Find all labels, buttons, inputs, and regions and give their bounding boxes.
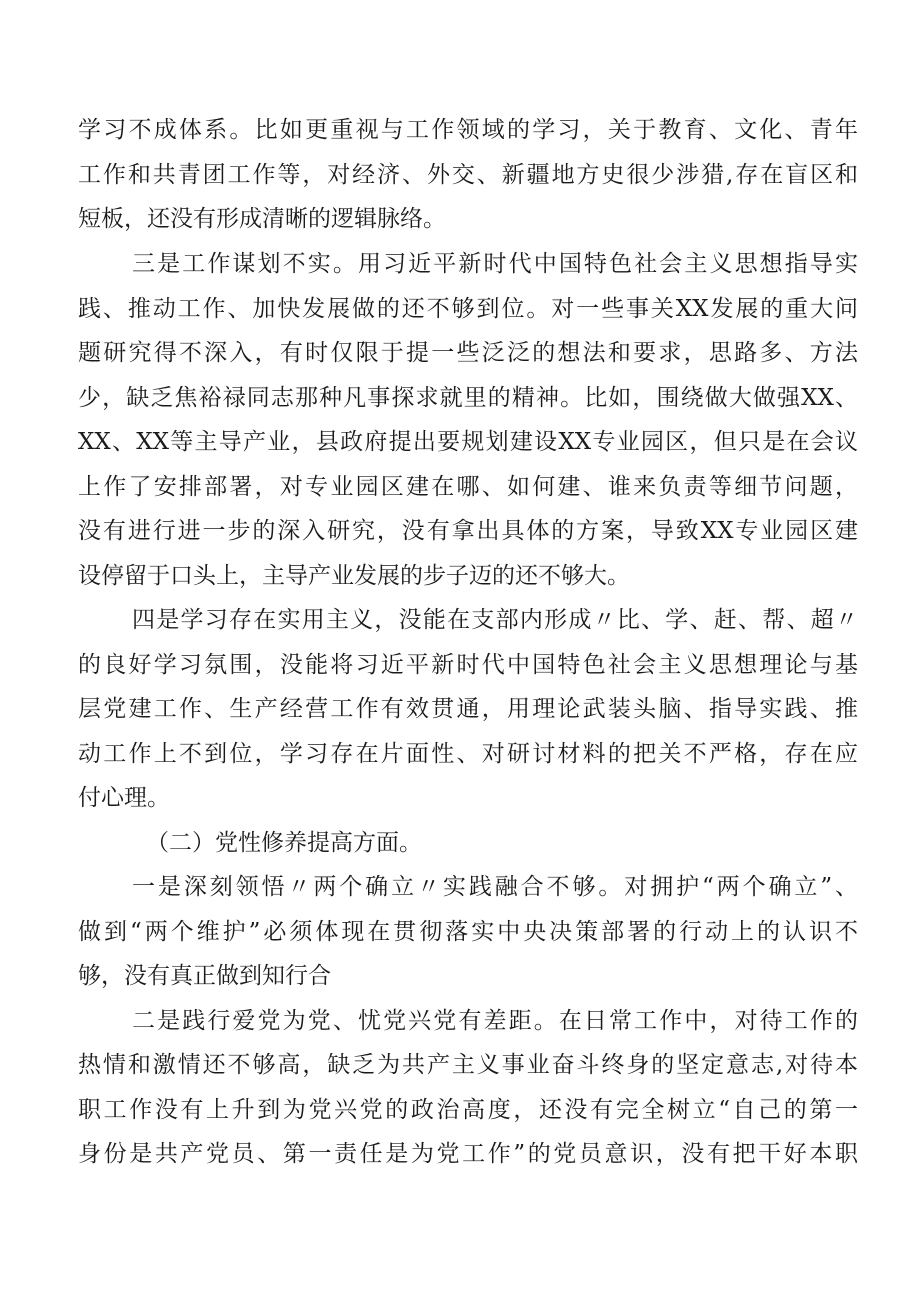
text-line: 没有进行进一步的深入研究，没有拿出具体的方案，导致XX专业园区建 [78, 518, 858, 544]
text-line: 践、推动工作、加快发展做的还不够到位。对一些事关XX发展的重大问 [78, 296, 858, 322]
text-line: 层党建工作、生产经营工作有效贯通，用理论武装头脑、指导实践、推 [78, 696, 858, 722]
text-line: 短板，还没有形成清晰的逻辑脉络。 [78, 206, 446, 232]
paragraph-first-line: 四是学习存在实用主义，没能在支部内形成〃比、学、赶、帮、超〃 [132, 607, 858, 633]
text-line: 职工作没有上升到为党兴党的政治高度，还没有完全树立“自己的第一 [78, 1097, 858, 1123]
text-line: 够，没有真正做到知行合 [78, 963, 331, 989]
section-heading: （二）党性修养提高方面。 [146, 830, 422, 856]
text-line: 少，缺乏焦裕禄同志那种凡事探求就里的精神。比如，围绕做大做强XX、 [78, 385, 858, 411]
text-line: 题研究得不深入，有时仅限于提一些泛泛的想法和要求，思路多、方法 [78, 340, 858, 366]
text-line: 热情和激情还不够高，缺乏为共产主义事业奋斗终身的坚定意志,对待本 [78, 1052, 858, 1078]
paragraph-first-line: 三是工作谋划不实。用习近平新时代中国特色社会主义思想指导实 [132, 251, 858, 277]
paragraph-first-line: 二是践行爱党为党、忧党兴党有差距。在日常工作中，对待工作的 [132, 1008, 858, 1034]
text-line: 动工作上不到位，学习存在片面性、对研讨材料的把关不严格，存在应 [78, 741, 858, 767]
text-line: 做到“两个维护”必须体现在贯彻落实中央决策部署的行动上的认识不 [78, 919, 858, 945]
text-line: 身份是共产党员、第一责任是为党工作”的党员意识，没有把干好本职 [78, 1141, 858, 1167]
text-line: 的良好学习氛围，没能将习近平新时代中国特色社会主义思想理论与基 [78, 652, 858, 678]
paragraph-first-line: 一是深刻领悟〃两个确立〃实践融合不够。对拥护“两个确立”、 [132, 874, 858, 900]
text-line: 学习不成体系。比如更重视与工作领域的学习，关于教育、文化、青年 [78, 117, 858, 143]
text-line: XX、XX等主导产业，县政府提出要规划建设XX专业园区，但只是在会议 [78, 429, 858, 455]
text-line: 设停留于口头上，主导产业发展的步子迈的还不够大。 [78, 563, 630, 589]
text-line: 上作了安排部署，对专业园区建在哪、如何建、谁来负责等细节问题， [78, 474, 858, 500]
text-line: 付心理。 [78, 785, 170, 811]
text-line: 工作和共青团工作等，对经济、外交、新疆地方史很少涉猎,存在盲区和 [78, 162, 858, 188]
